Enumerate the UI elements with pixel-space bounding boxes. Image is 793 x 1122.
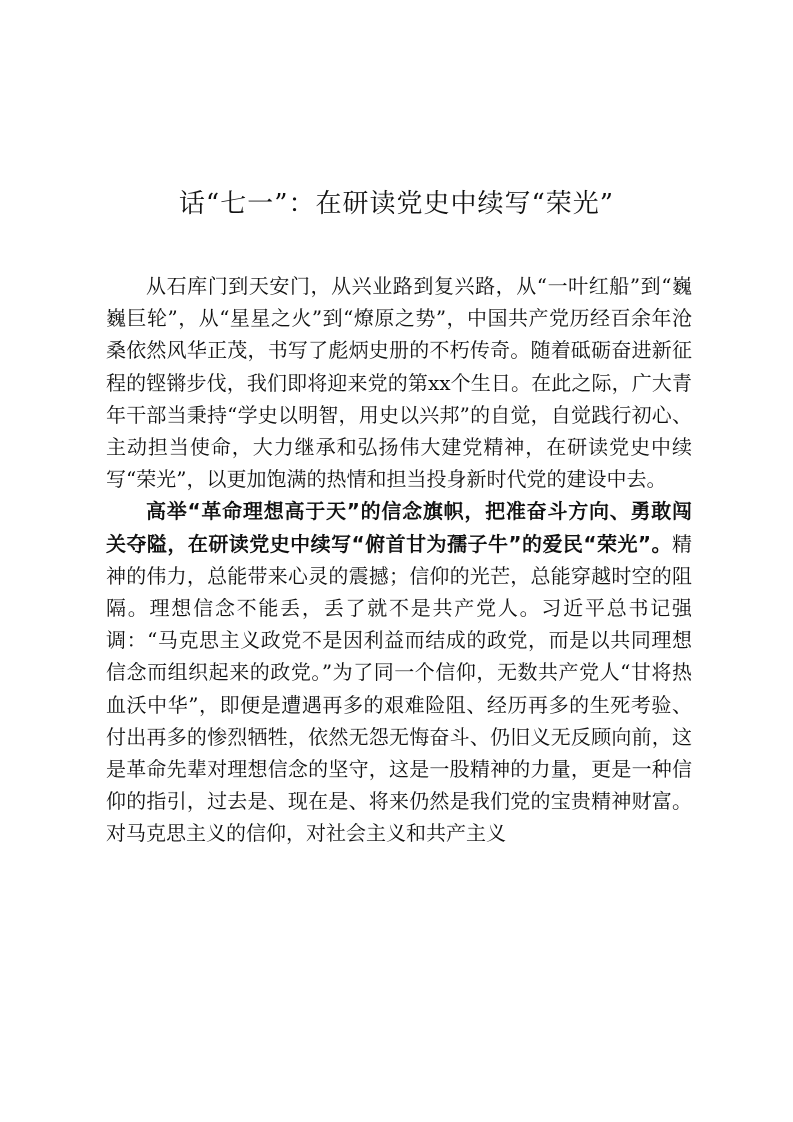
paragraph-lead: 高举“革命理想高于天”的信念旗帜，把准奋斗方向、勇敢闯关夺隘，在研读党史中续写“俯首甘为孺子牛”的爱民“荣光”。 — [106, 499, 692, 556]
document-body — [106, 270, 692, 850]
paragraph-section-1 — [106, 495, 692, 849]
document-title: 话“七一”：在研读党史中续写“荣光” — [178, 189, 615, 219]
paragraph-intro — [106, 270, 692, 495]
paragraph-text: 从石库门到天安门，从兴业路到复兴路，从“一叶红船”到“巍巍巨轮”，从“星星之火”到“燎原之势”，中国共产党历经百余年沧桑依然风华正茂，书写了彪炳史册的不朽传奇。随着砥砺奋进新征程的铿锵步伐，我们即将迎来党的第xx个生日。在此之际，广大青年干部当秉持“学史以明智，用史以兴邦”的自觉，自觉践行初心、主动担当使命，大力继承和弘扬伟大建党精神，在研读党史中续写“荣光”，以更加饱满的热情和担当投身新时代党的建设中去。 — [106, 274, 692, 492]
paragraph-text: 精神的伟力，总能带来心灵的震撼；信仰的光芒，总能穿越时空的阻隔。理想信念不能丢，丢了就不是共产党人。习近平总书记强调：“马克思主义政党不是因利益而结成的政党，而是以共同理想信念而组织起来的政党。”为了同一个信仰，无数共产党人“甘将热血沃中华”，即便是遭遇再多的艰难险阻、经历再多的生死考验、付出再多的惨烈牺牲，依然无怨无悔奋斗、仍旧义无反顾向前，这是革命先辈对理想信念的坚守，这是一股精神的力量，更是一种信仰的指引，过去是、现在是、将来仍然是我们党的宝贵精神财富。对马克思主义的信仰，对社会主义和共产主义 — [106, 531, 692, 846]
